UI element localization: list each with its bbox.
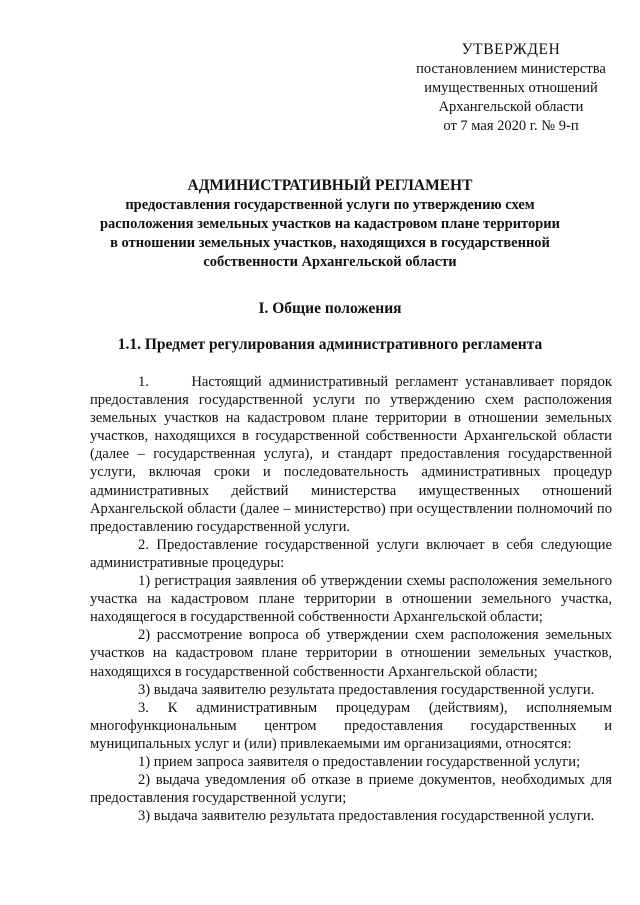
approval-line: Архангельской области xyxy=(438,99,584,115)
paragraph: 1. Настоящий административный регламент устанавливает порядок предоставления государственной услуги по утверждению схем расположения земельных участков на кадастровом плане территории в отношении земельных участков, находящихся в государственной собственности Архангельской области (далее – государственная услуга), и стандарт предоставления государственной услуги, включая сроки и последовательность административных процедур административных действий министерства имущественных отношений Архангельской области (далее – министерство) при осуществлении полномочий по предоставлению государственной услуги. xyxy=(90,374,612,535)
title-line: собственности Архангельской области xyxy=(203,254,457,270)
paragraph: 3. К административным процедурам (действиям), исполняемым многофункциональным центром предоставления государственных и муниципальных услуг и (или) привлекаемыми им организациями, относятся: xyxy=(90,699,612,752)
paragraph: 1) регистрация заявления об утверждении схемы расположения земельного участка на кадастровом плане территории в отношении земельного участка, находящегося в государственной собственности Архангельской области; xyxy=(90,573,612,626)
subsection-heading: 1.1. Предмет регулирования административного регламента xyxy=(117,336,543,353)
paragraph: 2. Предоставление государственной услуги включает в себя следующие административные процедуры: xyxy=(90,536,612,571)
title-main: АДМИНИСТРАТИВНЫЙ РЕГЛАМЕНТ xyxy=(187,177,473,194)
paragraph: 2) выдача уведомления об отказе в приеме документов, необходимых для предоставления государственной услуги; xyxy=(90,772,612,807)
document-body xyxy=(90,373,612,825)
paragraph: 3) выдача заявителю результата предоставления государственной услуги. xyxy=(138,681,595,698)
section-heading: I. Общие положения xyxy=(258,300,402,317)
approval-stamp xyxy=(400,40,622,136)
approval-title: УТВЕРЖДЕН xyxy=(461,41,561,58)
title-line: в отношении земельных участков, находящихся в государственной xyxy=(110,235,550,251)
paragraph: 3) выдача заявителю результата предоставления государственной услуги. xyxy=(138,808,595,825)
approval-line: имущественных отношений xyxy=(424,80,598,96)
title-line: предоставления государственной услуги по утверждению схем xyxy=(125,197,535,213)
document-title xyxy=(82,176,578,272)
approval-line: постановлением министерства xyxy=(416,61,606,77)
title-line: расположения земельных участков на кадастровом плане территории xyxy=(99,216,561,232)
paragraph: 2) рассмотрение вопроса об утверждении схем расположения земельных участков на кадастровом плане территории в отношении земельных участков, находящихся в государственной собственности Архангельской области; xyxy=(90,627,612,680)
approval-date: от 7 мая 2020 г. № 9-п xyxy=(443,118,579,134)
paragraph: 1) прием запроса заявителя о предоставлении государственной услуги; xyxy=(138,753,581,770)
